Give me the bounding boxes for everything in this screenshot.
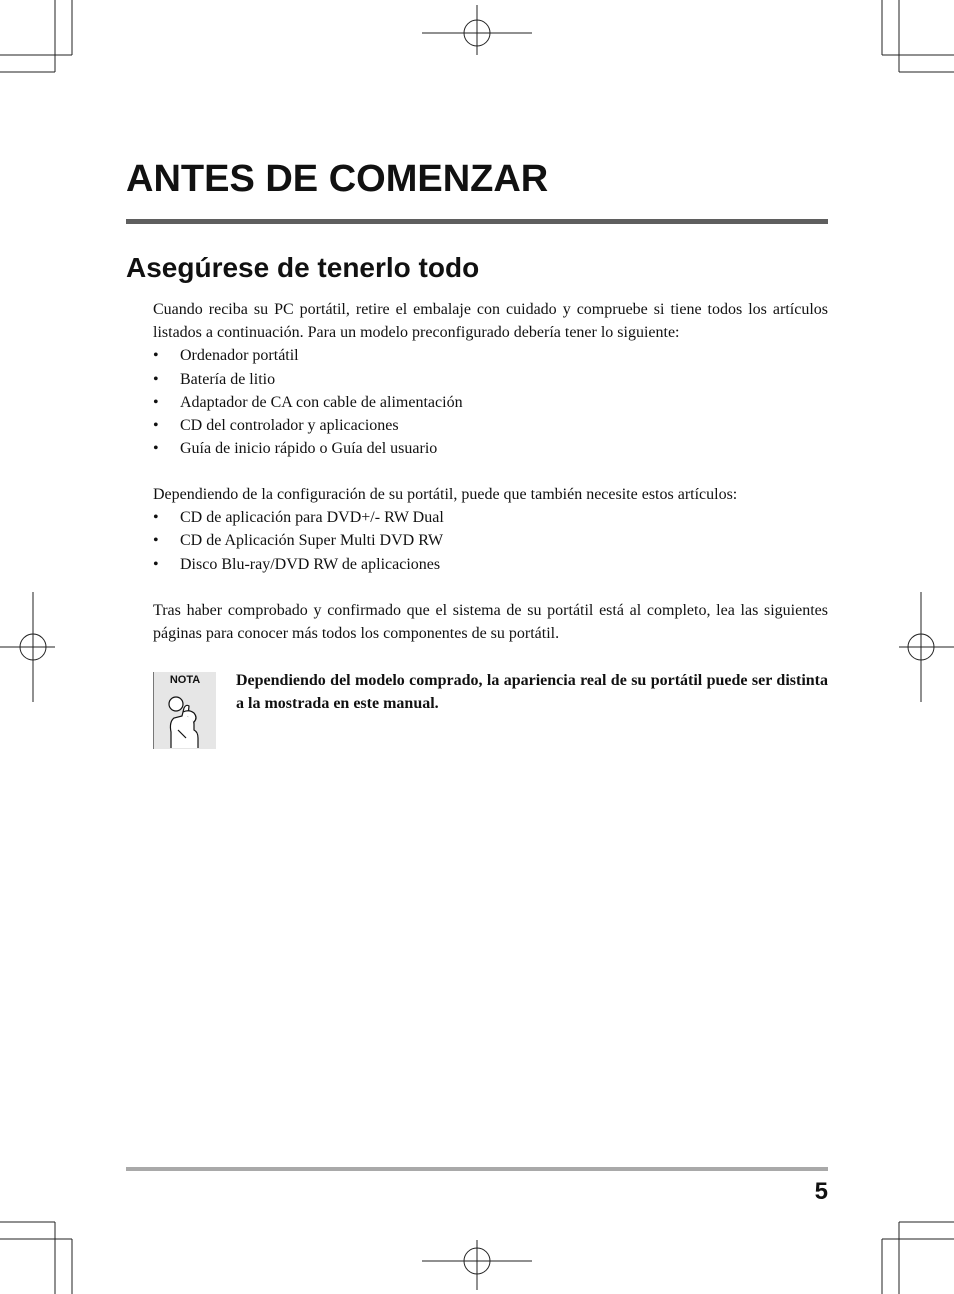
- intro-paragraph: Cuando reciba su PC portátil, retire el embalaje con cuidado y compruebe si tiene todos los artículos listados a continuación. Para un modelo preconfigurado debería tener lo siguiente:: [153, 301, 828, 342]
- closing-paragraph: Tras haber comprobado y confirmado que el sistema de su portátil está al completo, lea las siguientes páginas para conocer más todos los componentes de su portátil.: [153, 602, 828, 643]
- section-heading: Asegúrese de tenerlo todo: [126, 252, 480, 283]
- optional-block: [153, 483, 828, 576]
- list-item: [153, 529, 828, 552]
- bullet-icon: •: [153, 509, 159, 527]
- bullet-icon: •: [153, 555, 159, 573]
- list-item: [153, 391, 828, 414]
- list-item-text: Adaptador de CA con cable de alimentación: [180, 393, 463, 411]
- bullet-icon: •: [153, 417, 159, 435]
- bullet-icon: •: [153, 370, 159, 388]
- list-item-text: Batería de litio: [180, 370, 276, 388]
- intro-block: [153, 298, 828, 460]
- note-text: Dependiendo del modelo comprado, la apariencia real de su portátil puede ser distinta a la mostrada en este manual.: [236, 672, 828, 713]
- standard-items-list: [153, 344, 828, 460]
- note-label: NOTA: [169, 674, 201, 686]
- list-item-text: CD de Aplicación Super Multi DVD RW: [180, 532, 444, 550]
- bullet-icon: •: [153, 440, 159, 458]
- closing-block: [153, 599, 828, 645]
- title-rule: [126, 219, 828, 224]
- bullet-icon: •: [153, 393, 159, 411]
- optional-items-list: [153, 506, 828, 576]
- note-icon: [153, 672, 216, 749]
- list-item: [153, 414, 828, 437]
- list-item: [153, 368, 828, 391]
- bullet-icon: •: [153, 532, 159, 550]
- page-title: ANTES DE COMENZAR: [126, 158, 549, 200]
- list-item: [153, 344, 828, 367]
- list-item-text: CD del controlador y aplicaciones: [180, 417, 399, 435]
- list-item: [153, 553, 828, 576]
- list-item-text: Disco Blu-ray/DVD RW de aplicaciones: [180, 555, 441, 573]
- list-item-text: Ordenador portátil: [180, 347, 299, 365]
- list-item-text: CD de aplicación para DVD+/- RW Dual: [180, 509, 444, 527]
- footer-rule: [126, 1167, 828, 1171]
- page-number: 5: [814, 1178, 828, 1205]
- list-item: [153, 506, 828, 529]
- optional-intro-paragraph: Dependiendo de la configuración de su portátil, puede que también necesite estos artículos:: [153, 486, 738, 503]
- bullet-icon: •: [153, 347, 159, 365]
- list-item: [153, 437, 828, 460]
- list-item-text: Guía de inicio rápido o Guía del usuario: [180, 440, 438, 458]
